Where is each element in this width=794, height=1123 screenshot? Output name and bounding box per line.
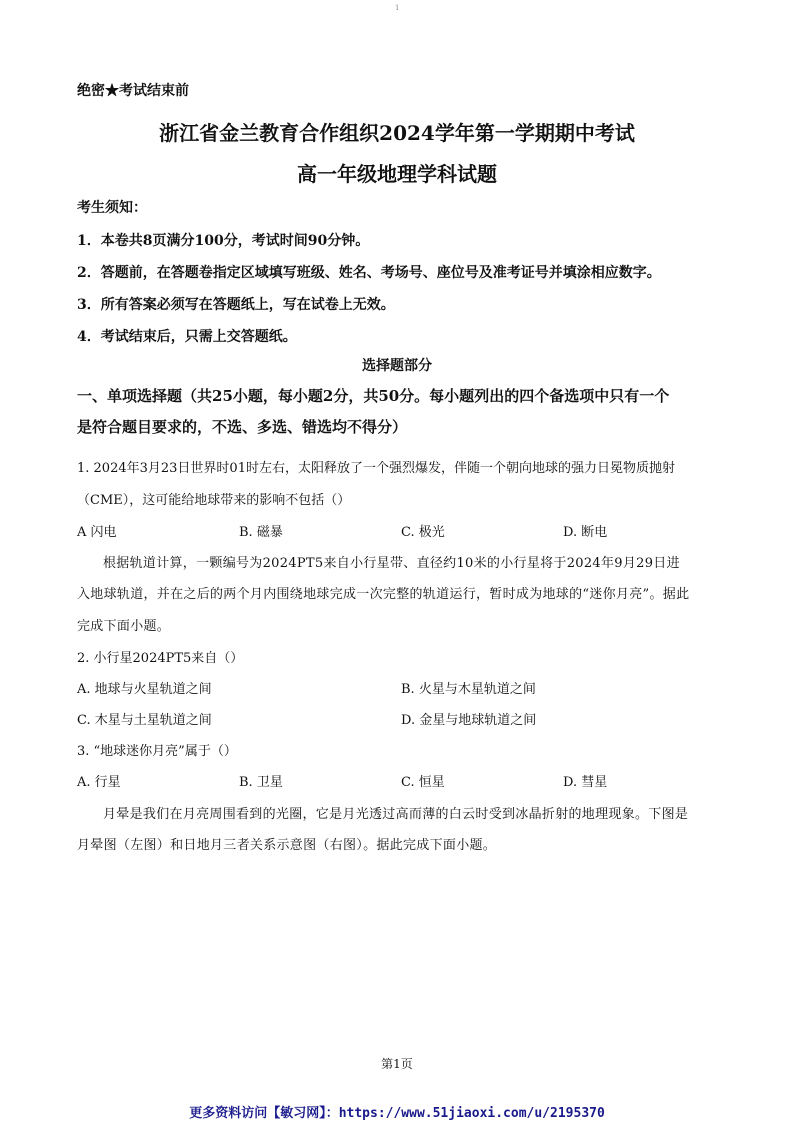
reading-passage: 月晕图（左图）和日地月三者关系示意图（右图）。据此完成下面小题。 <box>77 838 497 853</box>
question-2-option: C. 木星与土星轨道之间 <box>77 713 212 728</box>
source-link[interactable]: 更多资料访问【敏习网】：https://www.51jiaoxi.com/u/2195370 <box>189 1106 605 1121</box>
question-2-option: B. 火星与木星轨道之间 <box>401 682 536 697</box>
part-intro: 一、单项选择题（共25小题，每小题2分，共50分。每小题列出的四个备选项中只有一个 <box>77 387 670 405</box>
notice-item: 1．本卷共8页满分100分，考试时间90分钟。 <box>77 233 370 249</box>
question-1-option: D. 断电 <box>563 525 608 540</box>
question-3-option: D. 彗星 <box>563 775 608 790</box>
question-3-option: C. 恒星 <box>401 775 445 790</box>
reading-passage: 月晕是我们在月亮周围看到的光圈，它是月光透过高而薄的白云时受到冰晶折射的地理现象。下图是 <box>103 807 689 822</box>
notice-item: 3．所有答案必须写在答题纸上，写在试卷上无效。 <box>77 297 395 313</box>
question-3-stem: 3. “地球迷你月亮”属于（） <box>77 744 237 759</box>
question-2-option: D. 金星与地球轨道之间 <box>401 713 537 728</box>
exam-title: 浙江省金兰教育合作组织2024学年第一学期期中考试 <box>159 121 635 145</box>
notice-item: 2．答题前，在答题卷指定区域填写班级、姓名、考场号、座位号及准考证号并填涂相应数字。 <box>77 265 661 281</box>
reading-passage: 根据轨道计算，一颗编号为2024PT5来自小行星带、直径约10米的小行星将于2024年9月29日进 <box>103 556 680 571</box>
reading-passage: 完成下面小题。 <box>77 619 171 634</box>
notice-heading: 考生须知： <box>77 200 147 216</box>
question-2-option: A. 地球与火星轨道之间 <box>77 682 212 697</box>
question-1-stem: 1. 2024年3月23日世界时01时左右，太阳释放了一个强烈爆发，伴随一个朝向地球的强力日冕物质抛射 <box>77 461 675 476</box>
exam-subtitle: 高一年级地理学科试题 <box>297 162 497 186</box>
section-title: 选择题部分 <box>362 358 432 374</box>
question-1-option: C. 极光 <box>401 525 445 540</box>
page-top-mark: 1 <box>395 4 400 12</box>
confidential-label: 绝密★考试结束前 <box>77 83 189 99</box>
question-1-stem: （CME），这可能给地球带来的影响不包括（） <box>77 493 351 508</box>
notice-item: 4．考试结束后，只需上交答题纸。 <box>77 329 297 345</box>
part-intro: 是符合题目要求的，不选、多选、错选均不得分） <box>77 418 408 436</box>
question-2-stem: 2. 小行星2024PT5来自（） <box>77 651 244 666</box>
question-1-option: A 闪电 <box>77 525 117 540</box>
question-1-option: B. 磁暴 <box>239 525 283 540</box>
question-3-option: A. 行星 <box>77 775 121 790</box>
reading-passage: 入地球轨道，并在之后的两个月内围绕地球完成一次完整的轨道运行，暂时成为地球的“迷你月亮”。据此 <box>77 587 690 602</box>
question-3-option: B. 卫星 <box>239 775 283 790</box>
page-number: 第1页 <box>381 1057 413 1071</box>
